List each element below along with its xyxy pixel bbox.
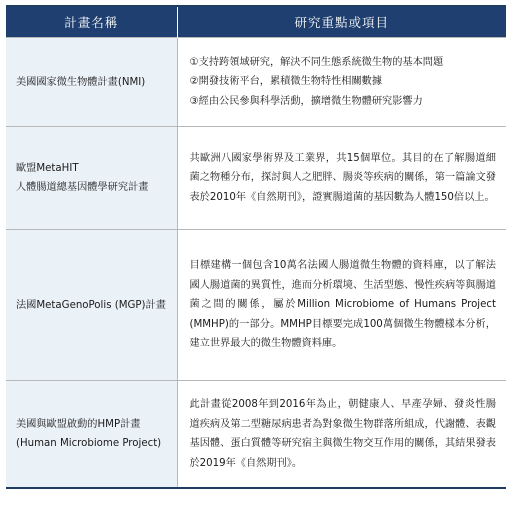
- program-focus-cell: [177, 381, 506, 489]
- program-name-cell: [6, 127, 177, 230]
- program-name-text: 美國國家微生物體計畫(NMI): [16, 76, 146, 88]
- program-name-cell: [6, 38, 177, 127]
- program-name-cell: [6, 230, 177, 381]
- program-focus-cell: [177, 230, 506, 381]
- table-row: [6, 38, 506, 127]
- program-name-text: 人體腸道總基因體學研究計畫: [16, 182, 149, 193]
- focus-description: 此計畫從2008年到2016年為止，朝健康人、早產孕婦、發炎性腸道疾病及第二型糖尿病患者為對象微生物群落所組成，代謝體、表觀基因體、蛋白質體等研究宿主與微生物交互作用的關係，其結果發表於2019年《自然期刊》。: [189, 399, 496, 469]
- program-name-cell: [6, 381, 177, 489]
- table-header-row: [6, 6, 506, 38]
- program-name-text: (Human Microbiome Project): [16, 438, 162, 449]
- program-focus-cell: [177, 38, 506, 127]
- focus-item: ①支持跨領域研究，解決不同生態系統微生物的基本問題: [189, 56, 444, 68]
- table-row: [6, 127, 506, 230]
- table-row: [6, 230, 506, 381]
- focus-item: ③經由公民參與科學活動，擴增微生物體研究影響力: [189, 95, 423, 107]
- header-program-name: 計畫名稱: [6, 6, 177, 38]
- program-table: [6, 5, 506, 489]
- program-focus-cell: [177, 127, 506, 230]
- program-name-text: 美國與歐盟啟動的HMP計畫: [16, 419, 141, 430]
- table-row: [6, 381, 506, 489]
- program-name-text: 法國MetaGenoPolis (MGP)計畫: [16, 299, 166, 311]
- focus-description: 目標建構一個包含10萬名法國人腸道微生物體的資料庫，以了解法國人腸道菌的異質性，進而分析環境、生活型態、慢性疾病等與腸道菌之間的關係，屬於Million Microbiome of Humans Project (MMHP)的一部分。MMHP目標要完成100萬個微生物體樣本分析，建立世界最大的微生物體資料庫。: [189, 260, 496, 350]
- focus-description: 共歐洲八國家學術界及工業界，共15個單位。其目的在了解腸道細菌之物種分布，探討與人之肥胖、腸炎等疾病的關係，第一篇論文發表於2010年《自然期刊》，證實腸道菌的基因數為人體150倍以上。: [189, 152, 496, 203]
- program-name-text: 歐盟MetaHIT: [16, 163, 79, 174]
- header-research-focus: 研究重點或項目: [177, 6, 506, 38]
- focus-item: ②開發技術平台，累積微生物特性相關數據: [189, 76, 383, 88]
- program-table-container: [6, 5, 506, 489]
